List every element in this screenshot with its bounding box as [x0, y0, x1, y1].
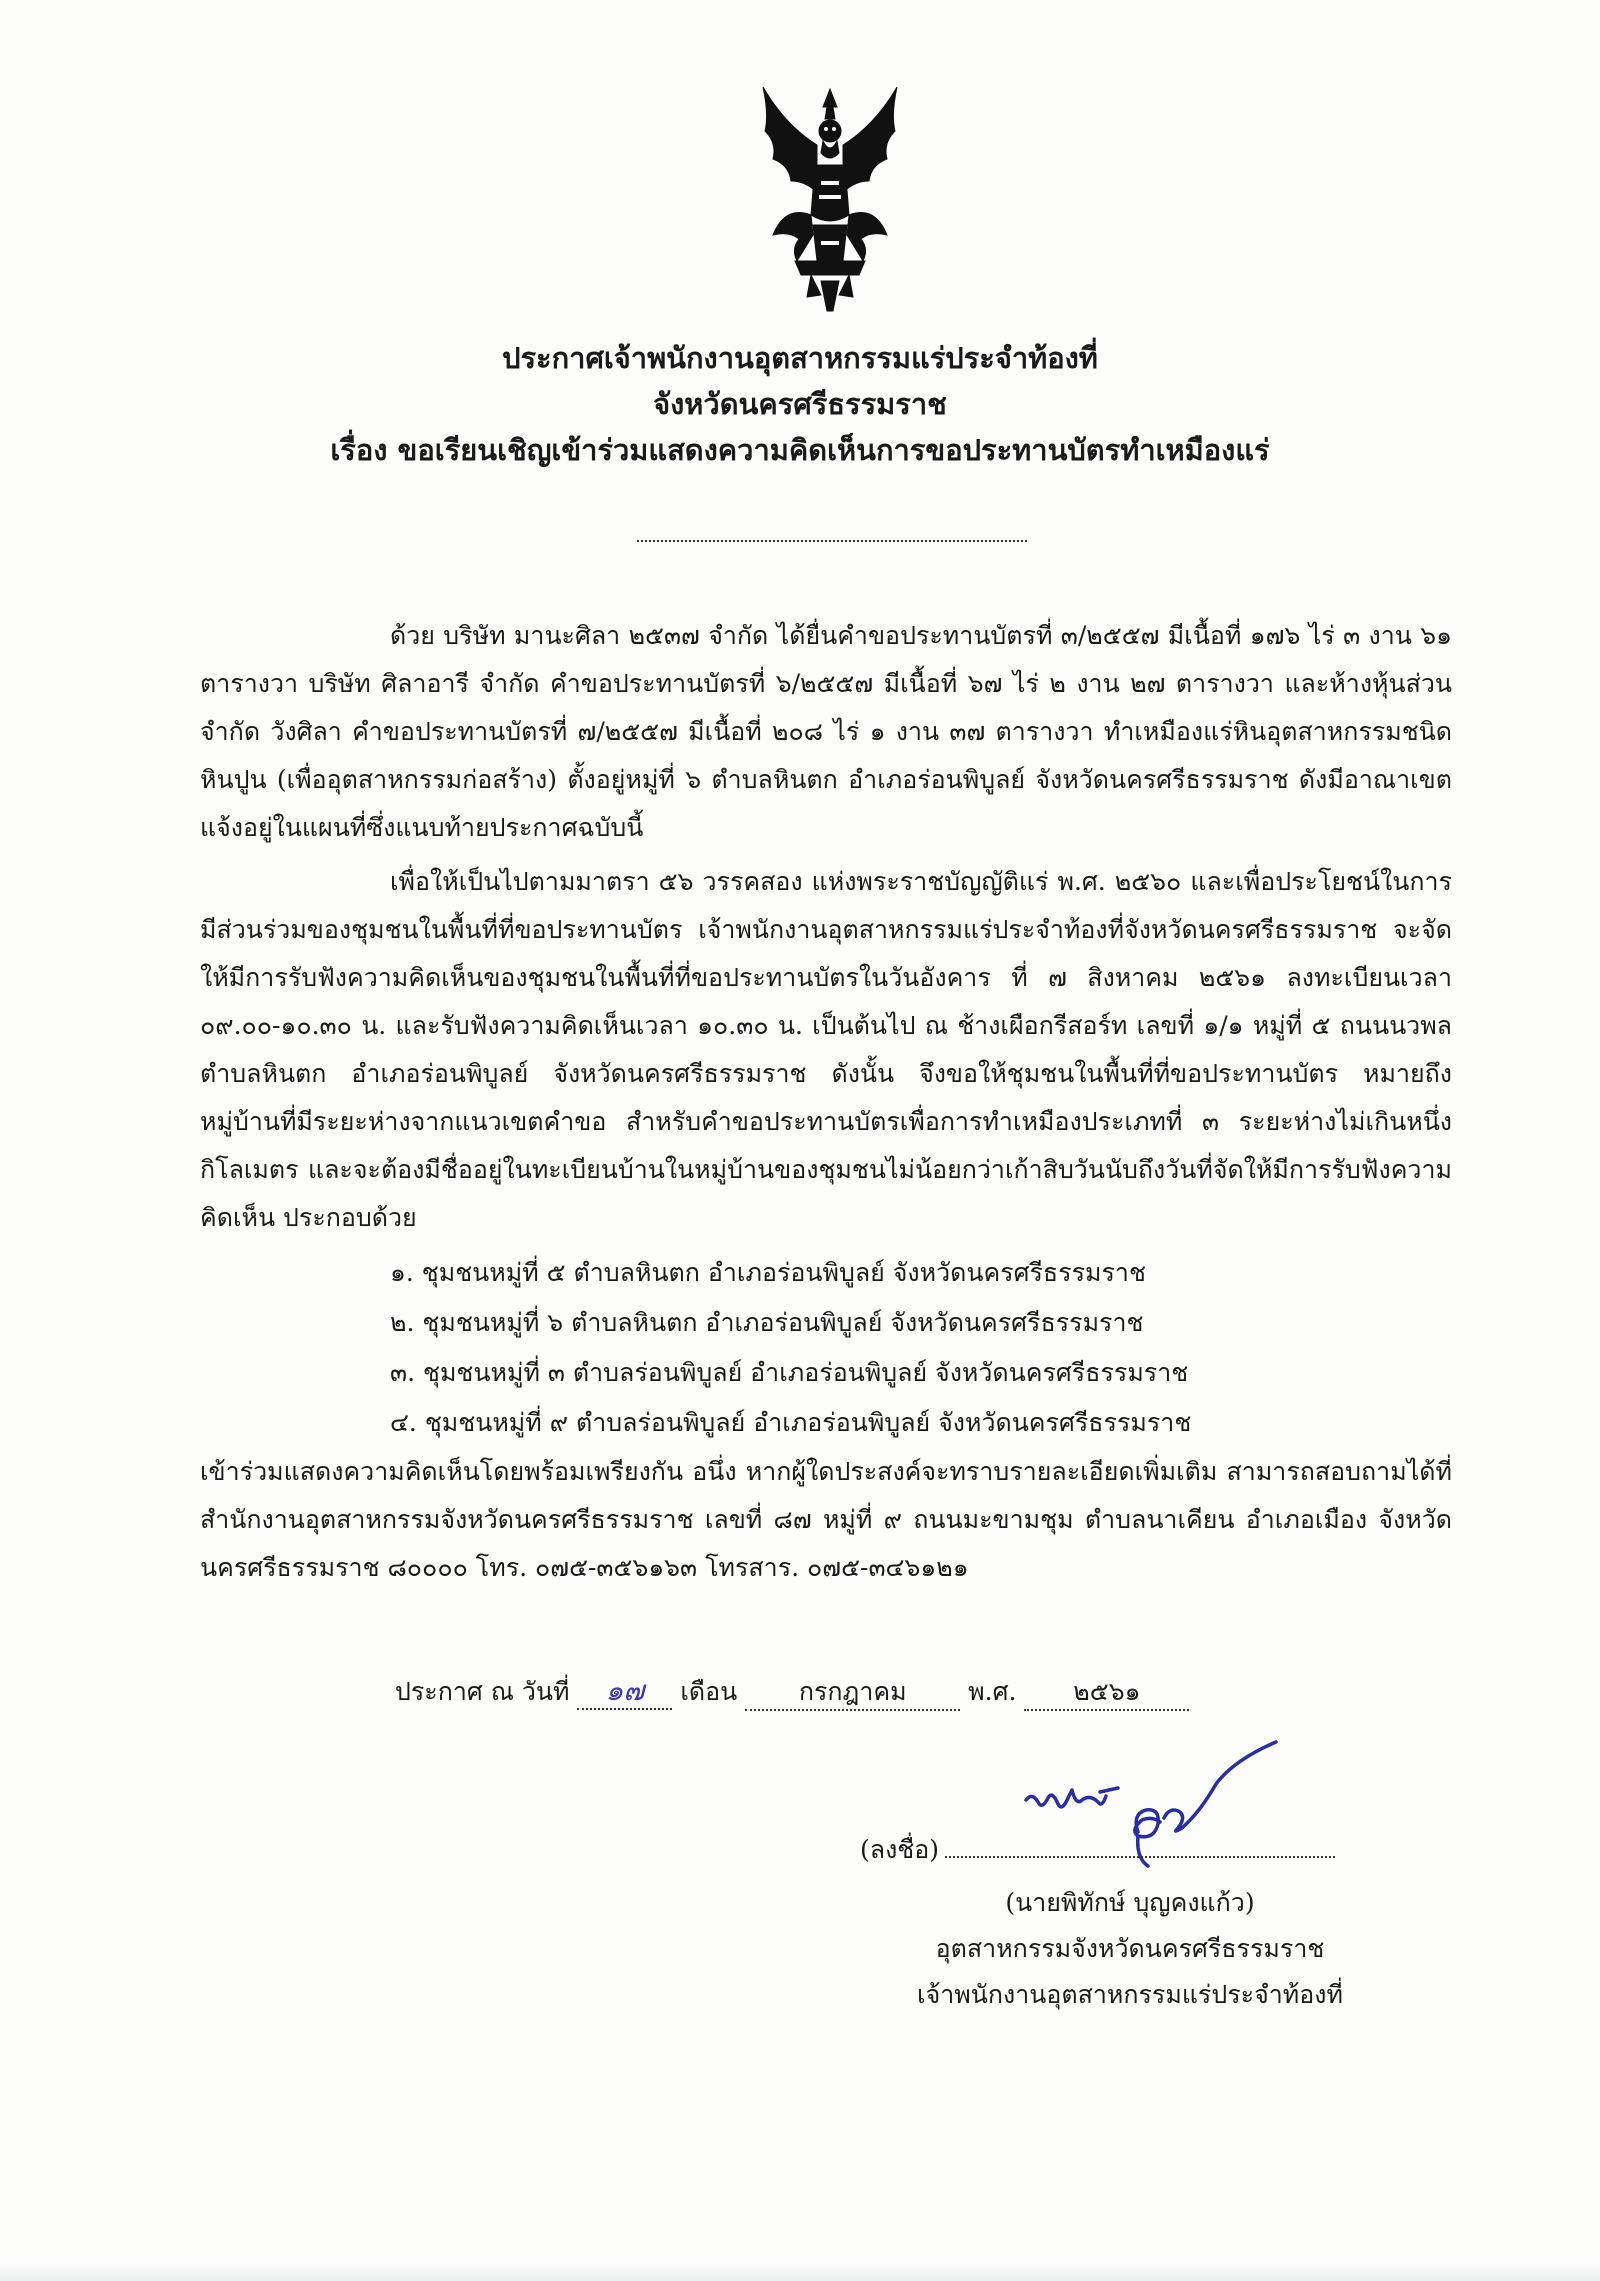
- sign-label: (ลงชื่อ): [860, 1835, 940, 1864]
- closing-paragraph: เข้าร่วมแสดงความคิดเห็นโดยพร้อมเพรียงกัน อนึ่ง หากผู้ใดประสงค์จะทราบรายละเอียดเพิ่มเติม สามารถสอบถามได้ที่ สำนักงานอุตสาหกรรมจังหวัดนครศรีธรรมราช เลขที่ ๘๗ หมู่ที่ ๙ ถนนมะขามชุม ตำบลนาเคียน อำเภอเมือง จังหวัดนครศรีธรรมราช ๘๐๐๐๐ โทร. ๐๗๕-๓๕๖๑๖๓ โทรสาร. ๐๗๕-๓๔๖๑๒๑: [200, 1457, 1452, 1582]
- announcement-body: [200, 612, 1452, 1592]
- signer-position-1: อุตสาหกรรมจังหวัดนครศรีธรรมราช: [935, 1934, 1325, 1963]
- signer-block: [880, 1880, 1380, 2018]
- paragraph-2: เพื่อให้เป็นไปตามมาตรา ๕๖ วรรคสอง แห่งพระราชบัญญัติแร่ พ.ศ. ๒๕๖๐ และเพื่อประโยชน์ในการมีส่วนร่วมของชุมชนในพื้นที่ที่ขอประทานบัตร เจ้าพนักงานอุตสาหกรรมแร่ประจำท้องที่จังหวัดนครศรีธรรมราช จะจัดให้มีการรับฟังความคิดเห็นของชุมชนในพื้นที่ที่ขอประทานบัตรในวันอังคาร ที่ ๗ สิงหาคม ๒๕๖๑ ลงทะเบียนเวลา ๐๙.๐๐-๑๐.๓๐ น. และรับฟังความคิดเห็นเวลา ๑๐.๓๐ น. เป็นต้นไป ณ ช้างเผือกรีสอร์ท เลขที่ ๑/๑ หมู่ที่ ๕ ถนนนวพล ตำบลหินตก อำเภอร่อนพิบูลย์ จังหวัดนครศรีธรรมราช ดังนั้น จึงขอให้ชุมชนในพื้นที่ที่ขอประทานบัตร หมายถึง หมู่บ้านที่มีระยะห่างจากแนวเขตคำขอ สำหรับคำขอประทานบัตรเพื่อการทำเหมืองประเภทที่ ๓ ระยะห่างไม่เกินหนึ่งกิโลเมตร และจะต้องมีชื่ออยู่ในทะเบียนบ้านในหมู่บ้านของชุมชนไม่น้อยกว่าเก้าสิบวันนับถึงวันที่จัดให้มีการรับฟังความคิดเห็น ประกอบด้วย: [200, 867, 1452, 1232]
- title-divider: [637, 540, 1027, 542]
- scan-edge: [0, 2262, 1600, 2281]
- signature-line: [860, 1830, 1335, 1870]
- signer-position-2: เจ้าพนักงานอุตสาหกรรมแร่ประจำท้องที่: [917, 1980, 1343, 2009]
- signature-dotted-line: [945, 1856, 1335, 1858]
- date-year-value: ๒๕๖๑: [1024, 1675, 1189, 1711]
- paragraph-1: ด้วย บริษัท มานะศิลา ๒๕๓๗ จำกัด ได้ยื่นคำขอประทานบัตรที่ ๓/๒๕๕๗ มีเนื้อที่ ๑๗๖ ไร่ ๓ งาน ๖๑ ตารางวา บริษัท ศิลาอารี จำกัด คำขอประทานบัตรที่ ๖/๒๕๕๗ มีเนื้อที่ ๖๗ ไร่ ๒ งาน ๒๗ ตารางวา และห้างหุ้นส่วนจำกัด วังศิลา คำขอประทานบัตรที่ ๗/๒๕๕๗ มีเนื้อที่ ๒๐๘ ไร่ ๑ งาน ๓๗ ตารางวา ทำเหมืองแร่หินอุตสาหกรรมชนิดหินปูน (เพื่ออุตสาหกรรมก่อสร้าง) ตั้งอยู่หมู่ที่ ๖ ตำบลหินตก อำเภอร่อนพิบูลย์ จังหวัดนครศรีธรรมราช ดังมีอาณาเขตแจ้งอยู่ในแผนที่ซึ่งแนบท้ายประกาศฉบับนี้: [200, 621, 1452, 842]
- date-month-label: เดือน: [680, 1677, 738, 1706]
- date-day-handwritten: ๑๗: [577, 1674, 672, 1710]
- title-line-3: เรื่อง ขอเรียนเชิญเข้าร่วมแสดงความคิดเห็นการขอประทานบัตรทำเหมืองแร่: [330, 433, 1270, 467]
- community-item: ๒. ชุมชนหมู่ที่ ๖ ตำบลหินตก อำเภอร่อนพิบูลย์ จังหวัดนครศรีธรรมราช: [390, 1308, 1144, 1337]
- title-line-2: จังหวัดนครศรีธรรมราช: [653, 387, 947, 421]
- garuda-emblem-icon: [755, 85, 905, 315]
- title-line-1: ประกาศเจ้าพนักงานอุตสาหกรรมแร่ประจำท้องที่: [502, 341, 1098, 375]
- community-item: ๓. ชุมชนหมู่ที่ ๓ ตำบลร่อนพิบูลย์ อำเภอร่อนพิบูลย์ จังหวัดนครศรีธรรมราช: [390, 1358, 1189, 1387]
- announcement-title: [0, 335, 1600, 473]
- date-year-label: พ.ศ.: [968, 1677, 1017, 1706]
- announcement-date: [395, 1672, 1189, 1712]
- community-item: ๑. ชุมชนหมู่ที่ ๕ ตำบลหินตก อำเภอร่อนพิบูลย์ จังหวัดนครศรีธรรมราช: [390, 1258, 1146, 1287]
- date-prefix-label: ประกาศ ณ วันที่: [395, 1677, 570, 1706]
- community-item: ๔. ชุมชนหมู่ที่ ๙ ตำบลร่อนพิบูลย์ อำเภอร่อนพิบูลย์ จังหวัดนครศรีธรรมราช: [390, 1408, 1192, 1437]
- signer-name: (นายพิทักษ์ บุญคงแก้ว): [1005, 1888, 1255, 1917]
- date-month-value: กรกฎาคม: [745, 1675, 960, 1711]
- community-list: [200, 1248, 1452, 1448]
